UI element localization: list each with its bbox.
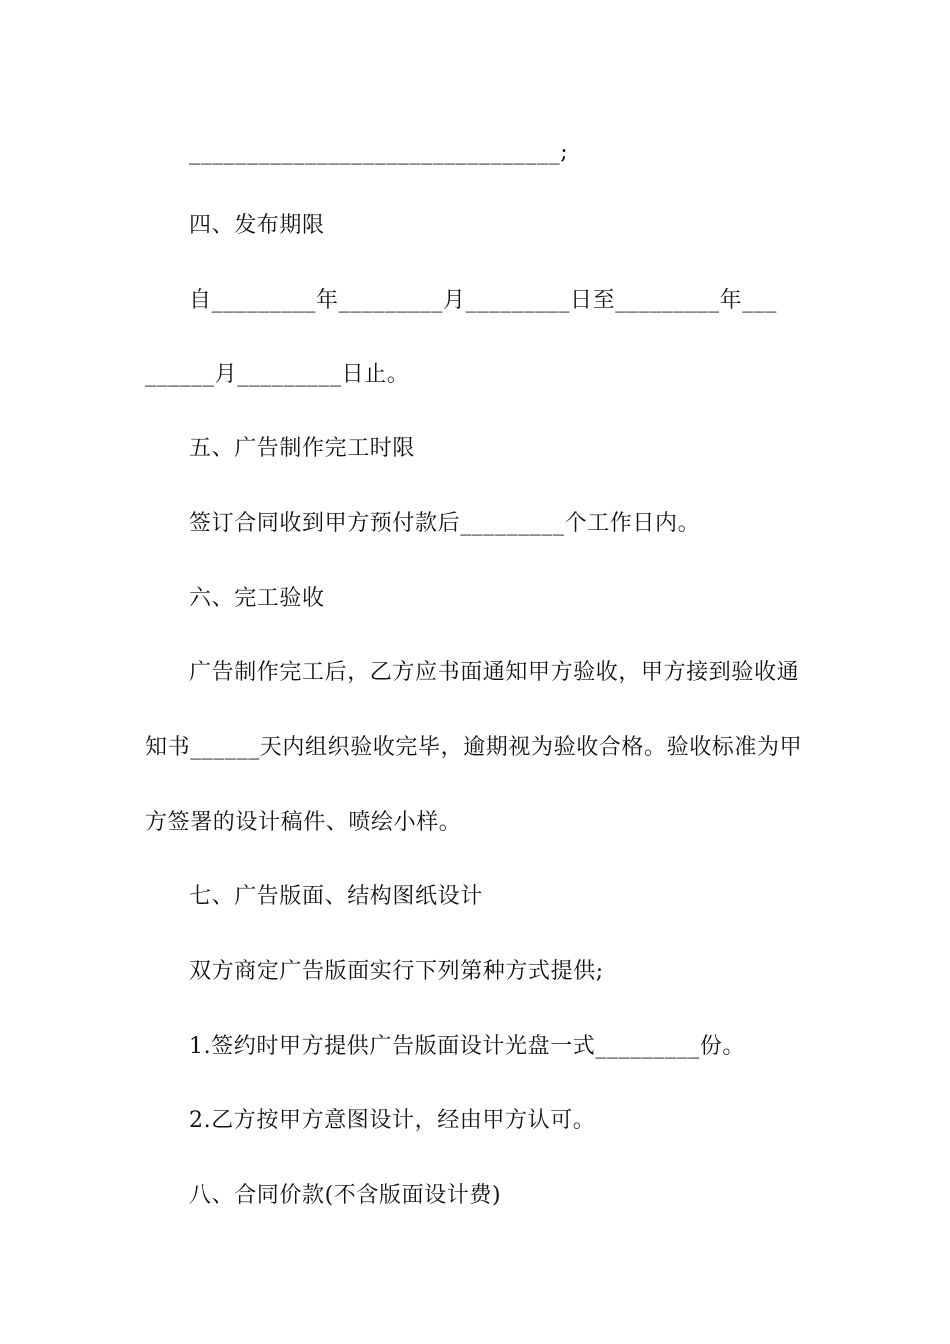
section-heading-publish-period: 四、发布期限 <box>189 213 325 238</box>
layout-design-option-1: 1.签约时甲方提供广告版面设计光盘一式_________份。 <box>189 1034 745 1059</box>
layout-design-text: 双方商定广告版面实行下列第种方式提供; <box>189 959 604 984</box>
section-heading-acceptance: 六、完工验收 <box>189 586 325 611</box>
blank-line-end: ________________________________; <box>189 140 569 165</box>
publish-period-line-1: 自_________年_________月_________日至_________年___ <box>189 288 778 313</box>
layout-design-option-2: 2.乙方按甲方意图设计，经由甲方认可。 <box>189 1108 596 1133</box>
section-heading-layout-design: 七、广告版面、结构图纸设计 <box>189 884 483 909</box>
section-heading-production-deadline: 五、广告制作完工时限 <box>189 436 416 461</box>
section-heading-contract-price: 八、合同价款(不含版面设计费) <box>189 1183 502 1208</box>
production-deadline-text: 签订合同收到甲方预付款后_________个工作日内。 <box>189 511 701 536</box>
acceptance-text-line-1: 广告制作完工后，乙方应书面通知甲方验收，甲方接到验收通 <box>189 660 800 685</box>
publish-period-line-2: ______月_________日止。 <box>145 362 410 387</box>
acceptance-text-line-2: 知书______天内组织验收完毕，逾期视为验收合格。验收标准为甲 <box>145 735 803 760</box>
acceptance-text-line-3: 方签署的设计稿件、喷绘小样。 <box>145 810 462 835</box>
